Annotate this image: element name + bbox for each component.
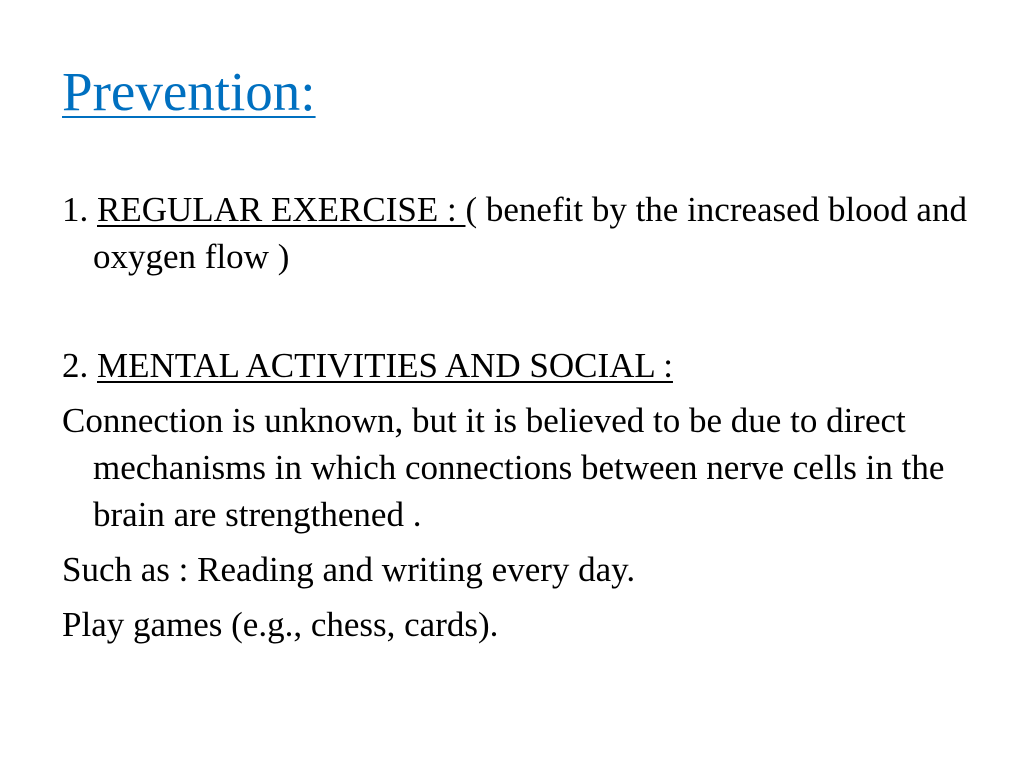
spacer	[62, 593, 982, 601]
slide-title: Prevention:	[62, 61, 316, 122]
spacer	[62, 389, 982, 397]
item-description: Connection is unknown, but it is believed to be due to direct mechanisms in which connections between nerve cells in the brain are strengthened .	[62, 401, 945, 534]
item-number: 1.	[62, 190, 97, 229]
item-number: 2.	[62, 346, 97, 385]
item-heading: REGULAR EXERCISE :	[97, 190, 466, 229]
item-text: ( benefit by the increased blood and oxygen flow )	[93, 190, 967, 276]
example-reading: Such as : Reading and writing every day.	[62, 550, 636, 589]
spacer	[62, 280, 982, 342]
item-mental-activities	[62, 342, 982, 389]
example-games: Play games (e.g., chess, cards).	[62, 605, 499, 644]
spacer	[62, 538, 982, 546]
item-heading: MENTAL ACTIVITIES AND SOCIAL :	[97, 346, 673, 385]
slide-body	[62, 186, 982, 648]
item-regular-exercise	[62, 186, 982, 280]
